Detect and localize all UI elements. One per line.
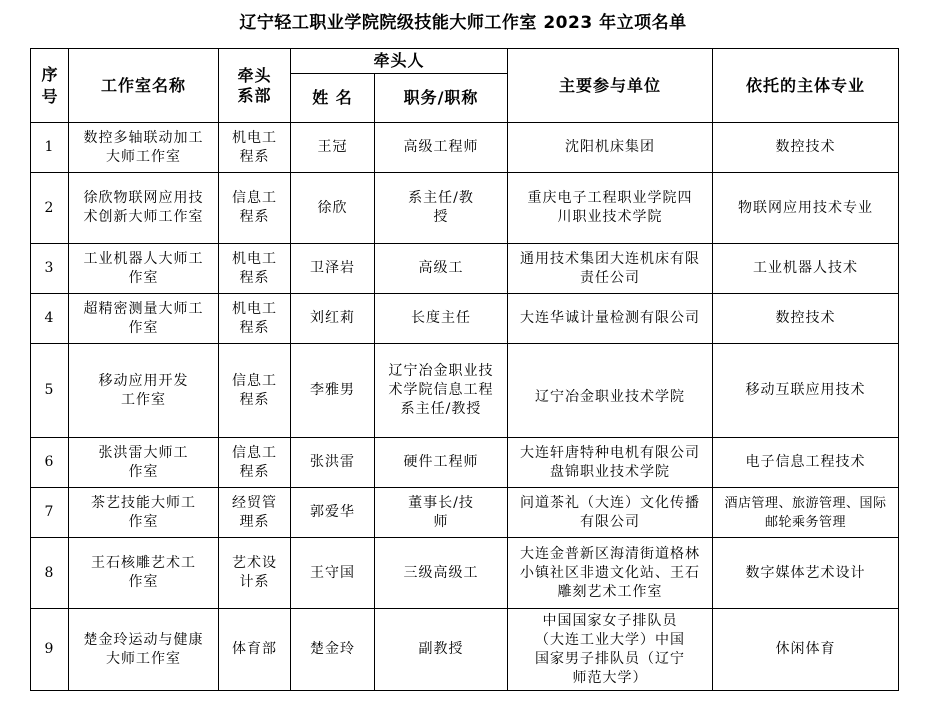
cell-position: 董事长/技师 xyxy=(375,488,508,538)
cell-position: 硬件工程师 xyxy=(375,438,508,488)
cell-studio: 茶艺技能大师工作室 xyxy=(69,488,219,538)
cell-major: 物联网应用技术专业 xyxy=(713,173,899,244)
cell-dept: 机电工程系 xyxy=(219,294,291,344)
cell-position: 高级工程师 xyxy=(375,123,508,173)
cell-name: 徐欣 xyxy=(291,173,375,244)
cell-name: 王冠 xyxy=(291,123,375,173)
cell-partners: 重庆电子工程职业学院四川职业技术学院 xyxy=(508,173,713,244)
cell-studio: 移动应用开发工作室 xyxy=(69,344,219,438)
table-row xyxy=(31,344,899,438)
cell-seq: 3 xyxy=(31,244,69,294)
cell-position: 三级高级工 xyxy=(375,538,508,609)
cell-partners: 大连华诚计量检测有限公司 xyxy=(508,294,713,344)
table-row xyxy=(31,244,899,294)
cell-seq: 6 xyxy=(31,438,69,488)
header-studio: 工作室名称 xyxy=(69,49,219,123)
cell-dept: 信息工程系 xyxy=(219,173,291,244)
cell-seq: 9 xyxy=(31,609,69,691)
cell-partners: 沈阳机床集团 xyxy=(508,123,713,173)
cell-studio: 超精密测量大师工作室 xyxy=(69,294,219,344)
cell-seq: 8 xyxy=(31,538,69,609)
cell-name: 王守国 xyxy=(291,538,375,609)
cell-position: 辽宁冶金职业技术学院信息工程系主任/教授 xyxy=(375,344,508,438)
cell-studio: 数控多轴联动加工大师工作室 xyxy=(69,123,219,173)
table-row xyxy=(31,123,899,173)
table-row xyxy=(31,173,899,244)
cell-studio: 楚金玲运动与健康大师工作室 xyxy=(69,609,219,691)
cell-dept: 机电工程系 xyxy=(219,123,291,173)
cell-position: 副教授 xyxy=(375,609,508,691)
cell-name: 张洪雷 xyxy=(291,438,375,488)
cell-studio: 王石核雕艺术工作室 xyxy=(69,538,219,609)
cell-name: 李雅男 xyxy=(291,344,375,438)
cell-partners: 辽宁冶金职业技术学院 xyxy=(508,344,713,438)
cell-seq: 4 xyxy=(31,294,69,344)
cell-major: 酒店管理、旅游管理、国际邮轮乘务管理 xyxy=(713,488,899,538)
cell-name: 卫泽岩 xyxy=(291,244,375,294)
cell-major: 数控技术 xyxy=(713,294,899,344)
cell-name: 楚金玲 xyxy=(291,609,375,691)
studio-list-table xyxy=(30,48,899,691)
cell-studio: 工业机器人大师工作室 xyxy=(69,244,219,294)
cell-position: 高级工 xyxy=(375,244,508,294)
cell-partners: 问道茶礼（大连）文化传播有限公司 xyxy=(508,488,713,538)
cell-name: 刘红莉 xyxy=(291,294,375,344)
cell-name: 郭爱华 xyxy=(291,488,375,538)
cell-partners: 中国国家女子排队员（大连工业大学）中国国家男子排队员（辽宁师范大学） xyxy=(508,609,713,691)
cell-major: 数控技术 xyxy=(713,123,899,173)
cell-position: 长度主任 xyxy=(375,294,508,344)
cell-seq: 5 xyxy=(31,344,69,438)
page-title: 辽宁轻工职业学院院级技能大师工作室 2023 年立项名单 xyxy=(239,13,687,33)
cell-seq: 2 xyxy=(31,173,69,244)
header-dept: 牵头系部 xyxy=(219,49,291,123)
cell-position: 系主任/教授 xyxy=(375,173,508,244)
cell-dept: 体育部 xyxy=(219,609,291,691)
table-row xyxy=(31,538,899,609)
cell-major: 工业机器人技术 xyxy=(713,244,899,294)
cell-major: 电子信息工程技术 xyxy=(713,438,899,488)
cell-dept: 机电工程系 xyxy=(219,244,291,294)
table-row xyxy=(31,438,899,488)
header-name: 姓 名 xyxy=(291,74,375,123)
cell-seq: 7 xyxy=(31,488,69,538)
header-leader-group: 牵头人 xyxy=(291,49,508,74)
header-major: 依托的主体专业 xyxy=(713,49,899,123)
cell-major: 休闲体育 xyxy=(713,609,899,691)
cell-dept: 艺术设计系 xyxy=(219,538,291,609)
cell-partners: 大连金普新区海清街道格林小镇社区非遗文化站、王石雕刻艺术工作室 xyxy=(508,538,713,609)
cell-partners: 大连轩唐特种电机有限公司盘锦职业技术学院 xyxy=(508,438,713,488)
cell-dept: 信息工程系 xyxy=(219,344,291,438)
cell-major: 移动互联应用技术 xyxy=(713,344,899,438)
cell-major: 数字媒体艺术设计 xyxy=(713,538,899,609)
table-row xyxy=(31,609,899,691)
cell-dept: 经贸管理系 xyxy=(219,488,291,538)
cell-studio: 张洪雷大师工作室 xyxy=(69,438,219,488)
header-position: 职务/职称 xyxy=(375,74,508,123)
cell-studio: 徐欣物联网应用技术创新大师工作室 xyxy=(69,173,219,244)
header-seq: 序号 xyxy=(31,49,69,123)
header-partners: 主要参与单位 xyxy=(508,49,713,123)
table-row xyxy=(31,488,899,538)
cell-seq: 1 xyxy=(31,123,69,173)
cell-partners: 通用技术集团大连机床有限责任公司 xyxy=(508,244,713,294)
table-row xyxy=(31,294,899,344)
cell-dept: 信息工程系 xyxy=(219,438,291,488)
